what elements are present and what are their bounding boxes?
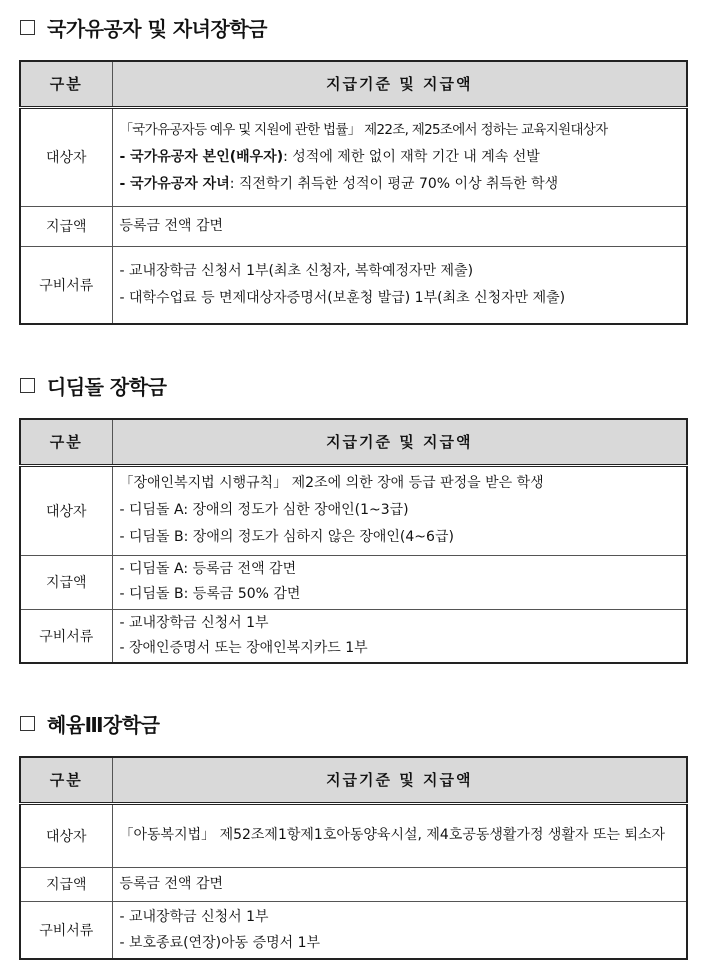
table-row-eligible — [20, 107, 687, 206]
eligible-line-1: 「국가유공자등 예우 및 지원에 관한 법률」 제22조, 제25조에서 정하는 교육지원대상자 — [119, 121, 608, 138]
eligible-line-3 — [120, 171, 680, 198]
scholarship-table-hyeyum — [19, 756, 688, 960]
table-row-amount — [20, 867, 687, 901]
docs-line-1: - 교내장학금 신청서 1부 — [119, 908, 269, 925]
row-label-docs: 구비서류 — [20, 901, 112, 959]
table-header-row — [20, 419, 687, 465]
row-content-amount — [112, 206, 687, 246]
amount-line-1: 등록금 전액 감면 — [119, 217, 224, 234]
eligible-line-2-rest: : 성적에 제한 없이 재학 기간 내 계속 선발 — [283, 148, 540, 165]
amount-line-2: - 디딤돌 B: 등록금 50% 감면 — [119, 586, 301, 602]
row-label-amount: 지급액 — [20, 867, 112, 901]
eligible-line-3-rest: : 직전학기 취득한 성적이 평균 70% 이상 취득한 학생 — [229, 175, 559, 192]
section-title-text: 국가유공자 및 자녀장학금 — [47, 16, 267, 41]
eligible-line-1: 「장애인복지법 시행규칙」 제2조에 의한 장애 등급 판정을 받은 학생 — [119, 475, 544, 491]
table-header-row — [20, 757, 687, 803]
eligible-line-1: 「아동복지법」 제52조제1항제1호아동양육시설, 제4호공동생활가정 생활자 또는 퇴소자 — [119, 827, 666, 843]
docs-line-2: - 장애인증명서 또는 장애인복지카드 1부 — [119, 639, 368, 656]
header-category: 구분 — [20, 61, 112, 107]
table-header-row — [20, 61, 687, 107]
row-label-amount: 지급액 — [20, 555, 112, 609]
eligible-line-3-bold: - 국가유공자 자녀 — [119, 175, 230, 192]
section-title-text: 디딤돌 장학금 — [47, 374, 167, 399]
docs-line-1: - 교내장학금 신청서 1부 — [119, 614, 269, 631]
table-row-eligible — [20, 465, 687, 555]
amount-line-1: - 디딤돌 A: 등록금 전액 감면 — [119, 561, 297, 577]
row-label-docs: 구비서류 — [20, 609, 112, 663]
row-label-docs: 구비서류 — [20, 246, 112, 324]
header-criteria: 지급기준 및 지급액 — [112, 757, 687, 803]
section-title-hyeyum — [20, 708, 160, 738]
docs-line-2: - 대학수업료 등 면제대상자증명서(보훈청 발급) 1부(최초 신청자만 제출) — [119, 289, 566, 306]
amount-line-1: 등록금 전액 감면 — [119, 875, 224, 892]
eligible-line-2 — [120, 144, 680, 171]
row-content-amount — [112, 867, 687, 901]
table-row-amount — [20, 555, 687, 609]
row-content-docs — [112, 246, 687, 324]
row-label-amount: 지급액 — [20, 206, 112, 246]
row-label-eligible: 대상자 — [20, 107, 112, 206]
scholarship-table-didimdol — [19, 418, 688, 664]
row-label-eligible: 대상자 — [20, 803, 112, 867]
row-content-docs — [112, 609, 687, 663]
section-title-text: 혜윰Ⅲ장학금 — [47, 712, 160, 737]
row-content-eligible — [112, 803, 687, 867]
checkbox-square-icon — [20, 716, 35, 731]
docs-line-2: - 보호종료(연장)아동 증명서 1부 — [119, 934, 321, 951]
table-row-docs — [20, 609, 687, 663]
row-content-docs — [112, 901, 687, 959]
row-content-eligible — [112, 107, 687, 206]
eligible-line-2-bold: - 국가유공자 본인(배우자) — [119, 148, 284, 165]
row-label-eligible: 대상자 — [20, 465, 112, 555]
eligible-line-3: - 디딤돌 B: 장애의 정도가 심하지 않은 장애인(4~6급) — [119, 529, 454, 545]
scholarship-table-veterans — [19, 60, 688, 325]
header-category: 구분 — [20, 757, 112, 803]
row-content-eligible — [112, 465, 687, 555]
eligible-line-2: - 디딤돌 A: 장애의 정도가 심한 장애인(1~3급) — [119, 502, 409, 518]
section-title-veterans — [20, 12, 267, 42]
table-row-amount — [20, 206, 687, 246]
table-row-docs — [20, 246, 687, 324]
header-category: 구분 — [20, 419, 112, 465]
row-content-amount — [112, 555, 687, 609]
checkbox-square-icon — [20, 20, 35, 35]
header-criteria: 지급기준 및 지급액 — [112, 419, 687, 465]
table-row-eligible — [20, 803, 687, 867]
table-row-docs — [20, 901, 687, 959]
header-criteria: 지급기준 및 지급액 — [112, 61, 687, 107]
checkbox-square-icon — [20, 378, 35, 393]
docs-line-1: - 교내장학금 신청서 1부(최초 신청자, 복학예정자만 제출) — [119, 262, 474, 279]
section-title-didimdol — [20, 370, 166, 400]
